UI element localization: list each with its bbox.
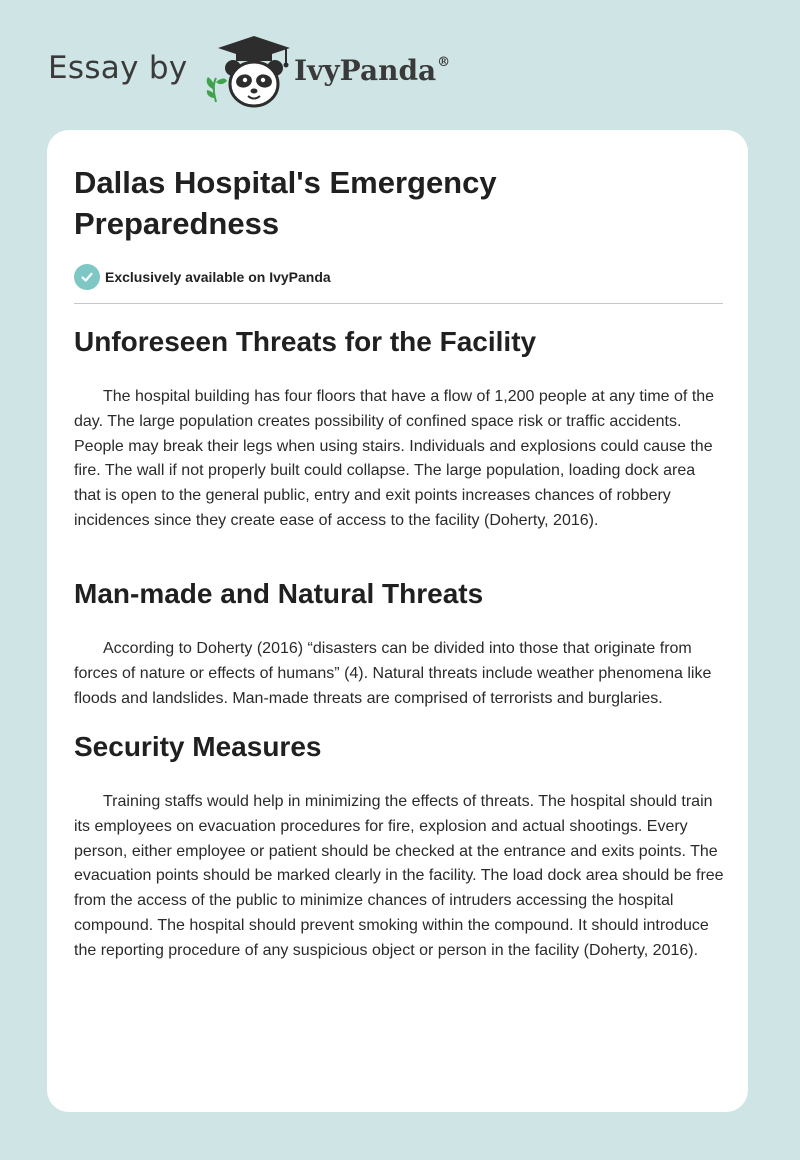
brand-text: IvyPanda	[294, 54, 437, 87]
check-circle-icon	[74, 264, 100, 290]
exclusive-label: Exclusively available on IvyPanda	[105, 269, 331, 285]
essay-by-label: Essay by	[48, 50, 188, 86]
brand-name[interactable]	[294, 54, 450, 87]
title-divider	[74, 303, 723, 304]
section-paragraph-security: Training staffs would help in minimizing the effects of threats. The hospital should train its employees on evacuation procedures for fire, explosion and actual shootings. Every person, either employee or patient should be checked at the entrance and exits points. The evacuation points should be marked clearly in the facility. The load dock area should be free from the access of the public to minimize chances of intruders accessing the hospital compound. The hospital should prevent smoking within the compound. It should introduce the reporting procedure of any suspicious object or person in the facility (Doherty, 2016).	[74, 793, 724, 959]
panda-graduate-icon[interactable]	[202, 32, 294, 112]
ivy-leaf-icon	[207, 77, 227, 102]
essay-card	[47, 130, 748, 1112]
section-heading-natural-threats: Man-made and Natural Threats	[74, 578, 484, 609]
registered-mark: ®	[437, 54, 451, 70]
section-paragraph-threats: The hospital building has four floors that have a flow of 1,200 people at any time of the day. The large population creates possibility of confined space risk or traffic accidents. People may break their legs when using stairs. Individuals and explosions could cause the fire. The wall if not properly built could collapse. The large population, loading dock area that is open to the general public, entry and exit points increases chances of robbery incidences since they create ease of access to the facility (Doherty, 2016).	[74, 388, 715, 529]
section-paragraph-natural-threats: According to Doherty (2016) “disasters can be divided into those that originate from forces of nature or effects of humans” (4). Natural threats include weather phenomena like floods and landslides. Man-made threats are comprised of terrorists and burglaries.	[74, 640, 712, 707]
exclusive-badge	[74, 263, 331, 291]
site-header	[48, 30, 648, 110]
section-heading-threats: Unforeseen Threats for the Facility	[74, 326, 537, 357]
section-heading-security: Security Measures	[74, 731, 322, 762]
page-title: Dallas Hospital's Emergency Preparedness	[74, 165, 497, 241]
